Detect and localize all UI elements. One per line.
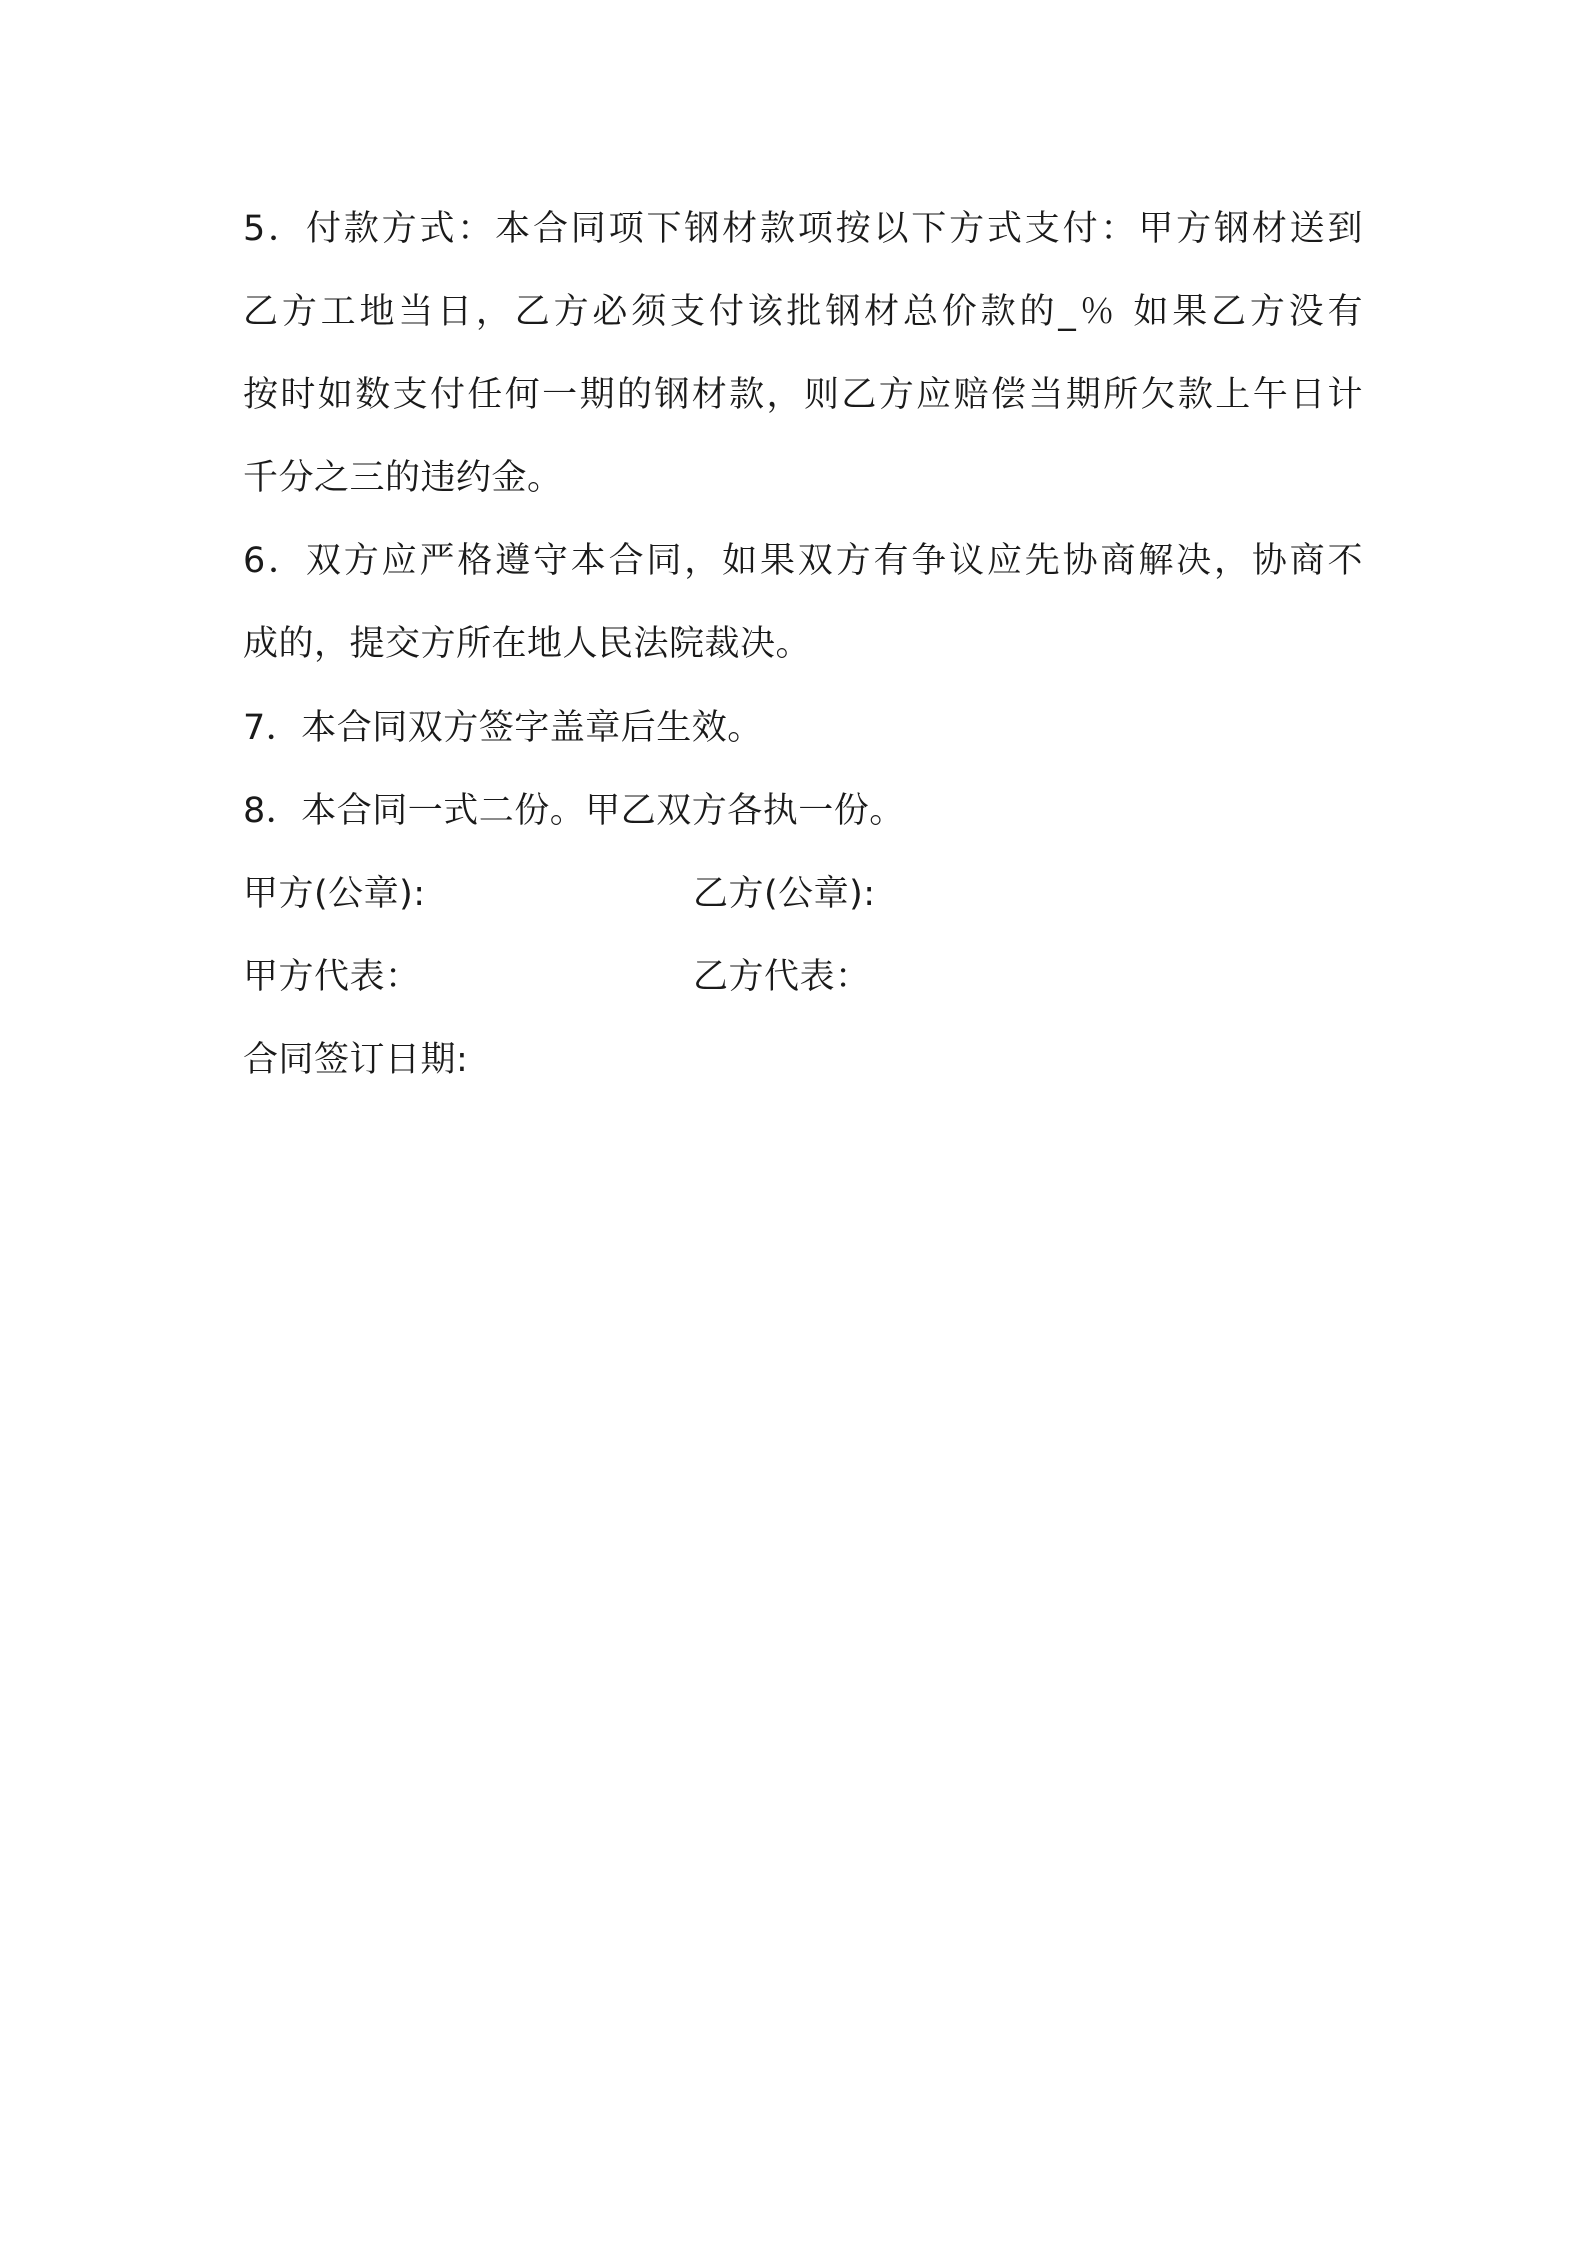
party-b-representative-label: 乙方代表： bbox=[693, 957, 871, 997]
clause-5-line-3: 按时如数支付任何一期的钢材款，则乙方应赔偿当期所欠款上午日计 bbox=[243, 375, 1363, 415]
sign-date-label: 合同签订日期: bbox=[243, 1040, 469, 1080]
party-b-seal-label: 乙方(公章): bbox=[693, 874, 876, 914]
clause-5-line-4: 千分之三的违约金。 bbox=[243, 458, 563, 498]
party-a-seal-label: 甲方(公章): bbox=[243, 874, 426, 914]
party-a-representative-label: 甲方代表： bbox=[243, 957, 421, 997]
clause-7: 7．本合同双方签字盖章后生效。 bbox=[243, 708, 763, 748]
clause-5-line-2: 乙方工地当日，乙方必须支付该批钢材总价款的_％ 如果乙方没有 bbox=[243, 292, 1363, 332]
clause-8: 8．本合同一式二份。甲乙双方各执一份。 bbox=[243, 791, 905, 831]
clause-5-line-1: 5．付款方式：本合同项下钢材款项按以下方式支付：甲方钢材送到 bbox=[243, 209, 1363, 249]
clause-6-line-2: 成的，提交方所在地人民法院裁决。 bbox=[243, 624, 812, 664]
clause-6-line-1: 6．双方应严格遵守本合同，如果双方有争议应先协商解决，协商不 bbox=[243, 541, 1363, 581]
